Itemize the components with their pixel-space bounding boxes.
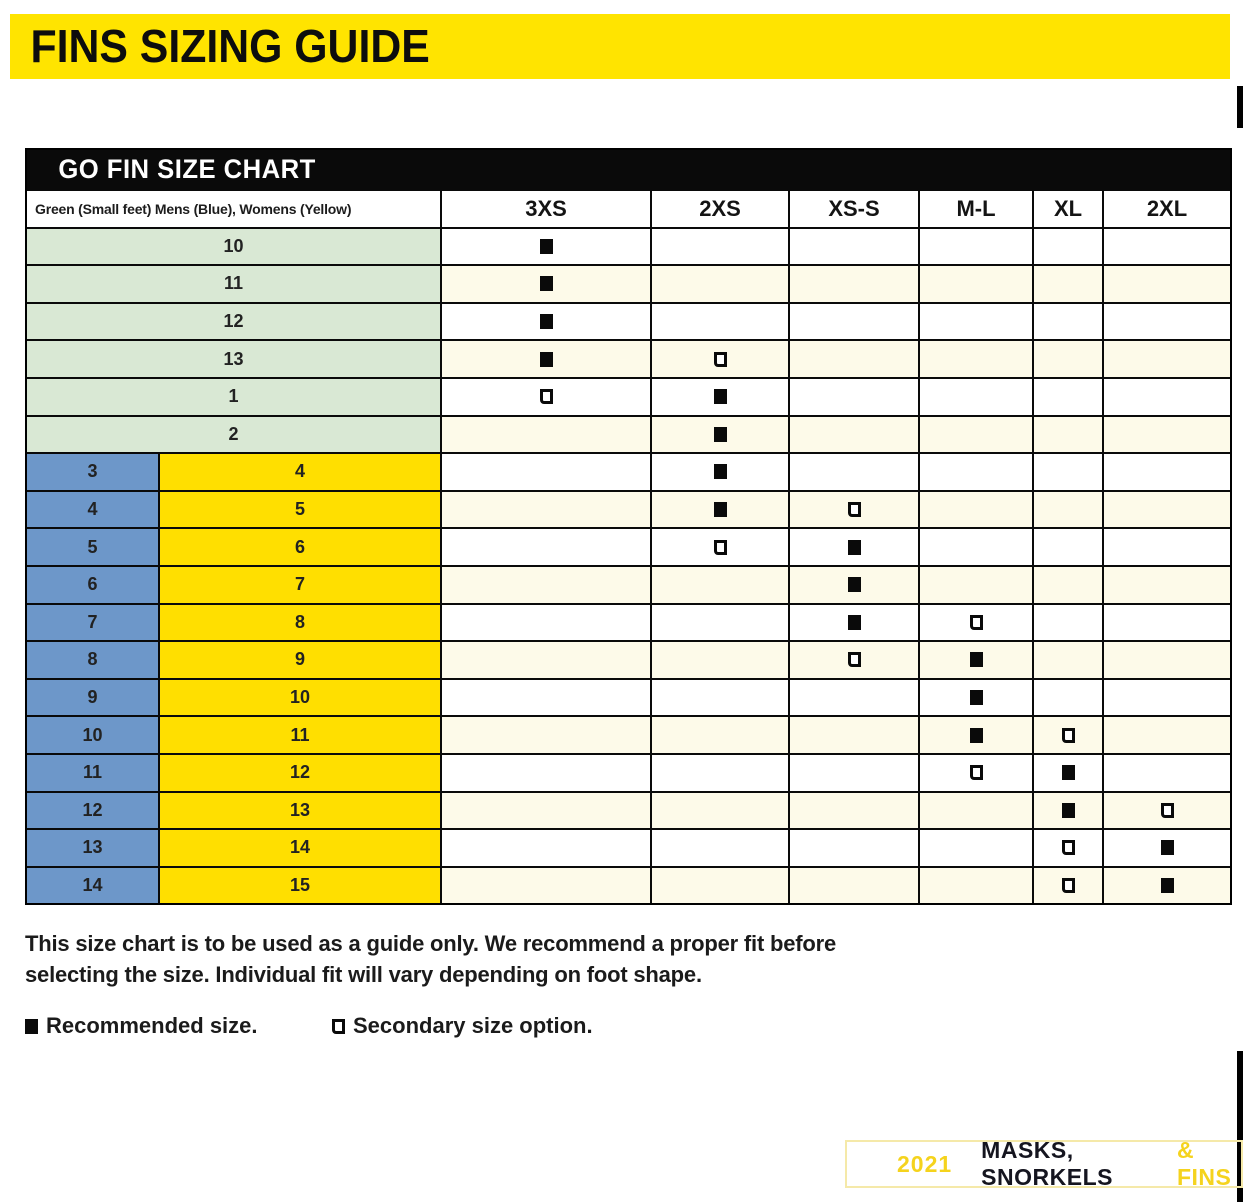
mark-cell <box>790 264 920 302</box>
mark-cell <box>652 264 790 302</box>
table-row <box>27 264 1230 302</box>
size-chart-title-bar <box>27 150 1230 189</box>
mark-cell <box>790 227 920 265</box>
filled-square-icon <box>848 615 861 630</box>
mark-cell <box>652 791 790 829</box>
womens-size-cell: 15 <box>160 866 442 904</box>
column-header-xl: XL <box>1034 189 1104 227</box>
womens-size-cell: 7 <box>160 565 442 603</box>
mark-cell <box>1034 678 1104 716</box>
mark-cell <box>790 490 920 528</box>
mark-cell <box>442 339 652 377</box>
catalog-year: 2021 <box>897 1150 953 1177</box>
mark-cell <box>1034 490 1104 528</box>
open-square-icon <box>1062 728 1075 743</box>
mark-cell <box>1034 227 1104 265</box>
mark-cell <box>790 866 920 904</box>
mark-cell <box>1034 715 1104 753</box>
mark-cell <box>652 302 790 340</box>
mark-cell <box>790 603 920 641</box>
mark-cell <box>1104 791 1230 829</box>
mark-cell <box>1104 715 1230 753</box>
womens-size-cell: 11 <box>160 715 442 753</box>
mark-cell <box>442 452 652 490</box>
mens-size-cell: 12 <box>27 791 160 829</box>
mark-cell <box>1104 377 1230 415</box>
mens-size-cell: 11 <box>27 753 160 791</box>
open-square-icon <box>970 765 983 780</box>
mens-size-cell: 10 <box>27 715 160 753</box>
mark-cell <box>920 640 1034 678</box>
table-row <box>27 377 1230 415</box>
mark-cell <box>920 678 1034 716</box>
mark-cell <box>652 527 790 565</box>
womens-size-cell: 5 <box>160 490 442 528</box>
mark-cell <box>790 339 920 377</box>
mark-cell <box>920 715 1034 753</box>
mark-cell <box>1104 640 1230 678</box>
catalog-section: MASKS, SNORKELS <box>981 1137 1113 1190</box>
legend-secondary-label: Secondary size option. <box>353 1013 593 1038</box>
mark-cell <box>442 527 652 565</box>
mark-cell <box>652 415 790 453</box>
column-header-3xs: 3XS <box>442 189 652 227</box>
mark-cell <box>442 715 652 753</box>
mark-cell <box>1034 452 1104 490</box>
mark-cell <box>652 377 790 415</box>
filled-square-icon <box>970 690 983 705</box>
mark-cell <box>442 791 652 829</box>
mark-cell <box>1034 264 1104 302</box>
mark-cell <box>790 640 920 678</box>
table-row <box>27 339 1230 377</box>
mark-cell <box>652 715 790 753</box>
filled-square-icon <box>848 577 861 592</box>
mark-cell <box>1104 603 1230 641</box>
mark-cell <box>652 603 790 641</box>
mark-cell <box>920 828 1034 866</box>
catalog-section-accent: & FINS <box>1176 1137 1232 1190</box>
filled-square-icon <box>540 239 553 254</box>
mark-cell <box>1034 565 1104 603</box>
disclaimer-line-2: before selecting the size. Individual fit will vary depending on foot shape. <box>25 931 837 987</box>
mark-cell <box>1034 527 1104 565</box>
catalog-footer <box>845 1137 1243 1190</box>
mens-size-cell: 4 <box>27 490 160 528</box>
mark-cell <box>652 866 790 904</box>
mark-cell <box>442 828 652 866</box>
filled-square-icon <box>540 276 553 291</box>
filled-square-icon <box>970 652 983 667</box>
table-row <box>27 415 1230 453</box>
mark-cell <box>1034 415 1104 453</box>
womens-size-cell: 12 <box>160 753 442 791</box>
mens-size-cell: 8 <box>27 640 160 678</box>
mark-cell <box>1104 565 1230 603</box>
mark-cell <box>1104 302 1230 340</box>
mark-cell <box>1104 753 1230 791</box>
mark-cell <box>442 866 652 904</box>
open-square-icon <box>714 540 727 555</box>
table-row <box>27 227 1230 265</box>
small-feet-size-cell: 13 <box>27 339 442 377</box>
mark-cell <box>652 565 790 603</box>
color-key-note: Green (Small feet) Mens (Blue), Womens (Yellow) <box>27 189 442 227</box>
filled-square-icon <box>970 728 983 743</box>
mens-size-cell: 14 <box>27 866 160 904</box>
mark-cell <box>652 753 790 791</box>
filled-square-icon <box>714 464 727 479</box>
womens-size-cell: 6 <box>160 527 442 565</box>
mark-cell <box>1104 527 1230 565</box>
mark-cell <box>920 791 1034 829</box>
table-row <box>27 678 1230 716</box>
mark-cell <box>652 490 790 528</box>
open-square-icon <box>1062 878 1075 893</box>
disclaimer-text <box>25 928 840 990</box>
mark-cell <box>1034 640 1104 678</box>
page-title: FINS SIZING GUIDE <box>30 20 430 72</box>
open-square-icon <box>714 352 727 367</box>
filled-square-icon <box>714 427 727 442</box>
mark-cell <box>920 452 1034 490</box>
small-feet-size-cell: 1 <box>27 377 442 415</box>
legend-recommended <box>25 1013 258 1039</box>
table-row <box>27 452 1230 490</box>
mark-cell <box>920 264 1034 302</box>
disclaimer-line-1: This size chart is to be used as a guide only. We recommend a proper fit <box>25 931 770 956</box>
mark-cell <box>920 227 1034 265</box>
column-header-m-l: M-L <box>920 189 1034 227</box>
mark-cell <box>790 377 920 415</box>
mark-cell <box>920 565 1034 603</box>
table-row <box>27 640 1230 678</box>
womens-size-cell: 13 <box>160 791 442 829</box>
size-chart-grid <box>27 189 1230 903</box>
filled-square-icon <box>1161 840 1174 855</box>
table-row <box>27 302 1230 340</box>
small-feet-size-cell: 11 <box>27 264 442 302</box>
mark-cell <box>920 527 1034 565</box>
mark-cell <box>920 302 1034 340</box>
filled-square-icon <box>1062 765 1075 780</box>
filled-square-icon <box>540 352 553 367</box>
mark-cell <box>652 678 790 716</box>
filled-square-icon <box>25 1019 38 1034</box>
mens-size-cell: 13 <box>27 828 160 866</box>
mark-cell <box>1104 264 1230 302</box>
table-row <box>27 791 1230 829</box>
mens-size-cell: 3 <box>27 452 160 490</box>
mark-cell <box>1104 339 1230 377</box>
mark-cell <box>790 791 920 829</box>
womens-size-cell: 14 <box>160 828 442 866</box>
legend-recommended-label: Recommended size. <box>46 1013 258 1038</box>
table-row <box>27 828 1230 866</box>
mark-cell <box>1104 452 1230 490</box>
mark-cell <box>790 753 920 791</box>
womens-size-cell: 9 <box>160 640 442 678</box>
mark-cell <box>1034 753 1104 791</box>
mark-cell <box>442 264 652 302</box>
filled-square-icon <box>1062 803 1075 818</box>
mens-size-cell: 5 <box>27 527 160 565</box>
table-row <box>27 715 1230 753</box>
table-row <box>27 753 1230 791</box>
open-square-icon <box>848 652 861 667</box>
mark-cell <box>790 678 920 716</box>
mark-cell <box>1034 603 1104 641</box>
mark-cell <box>1034 828 1104 866</box>
mark-cell <box>652 452 790 490</box>
mark-cell <box>920 377 1034 415</box>
table-row <box>27 527 1230 565</box>
open-square-icon <box>540 389 553 404</box>
mark-cell <box>442 753 652 791</box>
mark-cell <box>920 603 1034 641</box>
womens-size-cell: 10 <box>160 678 442 716</box>
mark-cell <box>1104 678 1230 716</box>
mark-cell <box>442 490 652 528</box>
open-square-icon <box>332 1019 345 1034</box>
table-row <box>27 490 1230 528</box>
mark-cell <box>920 753 1034 791</box>
mark-cell <box>1104 490 1230 528</box>
mark-cell <box>442 302 652 340</box>
mark-cell <box>1034 339 1104 377</box>
small-feet-size-cell: 12 <box>27 302 442 340</box>
open-square-icon <box>848 502 861 517</box>
mark-cell <box>920 339 1034 377</box>
mark-cell <box>790 715 920 753</box>
mark-cell <box>652 640 790 678</box>
mark-cell <box>790 527 920 565</box>
table-row <box>27 866 1230 904</box>
small-feet-size-cell: 2 <box>27 415 442 453</box>
mark-cell <box>442 640 652 678</box>
mark-cell <box>442 227 652 265</box>
womens-size-cell: 4 <box>160 452 442 490</box>
open-square-icon <box>970 615 983 630</box>
size-chart-header-row <box>27 189 1230 227</box>
mark-cell <box>920 415 1034 453</box>
mark-cell <box>1104 227 1230 265</box>
mark-cell <box>442 678 652 716</box>
column-header-2xl: 2XL <box>1104 189 1230 227</box>
table-row <box>27 603 1230 641</box>
mark-cell <box>1104 828 1230 866</box>
table-row <box>27 565 1230 603</box>
filled-square-icon <box>714 389 727 404</box>
column-header-2xs: 2XS <box>652 189 790 227</box>
filled-square-icon <box>540 314 553 329</box>
mark-cell <box>442 415 652 453</box>
mark-cell <box>920 490 1034 528</box>
mark-cell <box>1104 866 1230 904</box>
mark-cell <box>652 339 790 377</box>
size-chart-table <box>25 148 1232 905</box>
page-edge-rule-top <box>1237 86 1243 128</box>
filled-square-icon <box>714 502 727 517</box>
mark-cell <box>652 227 790 265</box>
mark-cell <box>442 565 652 603</box>
open-square-icon <box>1062 840 1075 855</box>
mark-cell <box>652 828 790 866</box>
mark-cell <box>1104 415 1230 453</box>
mark-cell <box>790 452 920 490</box>
mark-cell <box>442 377 652 415</box>
mark-cell <box>1034 791 1104 829</box>
mens-size-cell: 9 <box>27 678 160 716</box>
mens-size-cell: 6 <box>27 565 160 603</box>
mens-size-cell: 7 <box>27 603 160 641</box>
mark-cell <box>1034 866 1104 904</box>
legend-secondary <box>332 1013 593 1039</box>
mark-cell <box>1034 377 1104 415</box>
open-square-icon <box>1161 803 1174 818</box>
mark-cell <box>790 565 920 603</box>
mark-cell <box>920 866 1034 904</box>
womens-size-cell: 8 <box>160 603 442 641</box>
size-chart-title: GO FIN SIZE CHART <box>58 154 316 184</box>
mark-cell <box>790 415 920 453</box>
mark-cell <box>1034 302 1104 340</box>
mark-cell <box>790 828 920 866</box>
mark-cell <box>790 302 920 340</box>
filled-square-icon <box>848 540 861 555</box>
filled-square-icon <box>1161 878 1174 893</box>
legend <box>25 1013 725 1041</box>
page-title-banner <box>10 14 1230 79</box>
column-header-xs-s: XS-S <box>790 189 920 227</box>
small-feet-size-cell: 10 <box>27 227 442 265</box>
mark-cell <box>442 603 652 641</box>
